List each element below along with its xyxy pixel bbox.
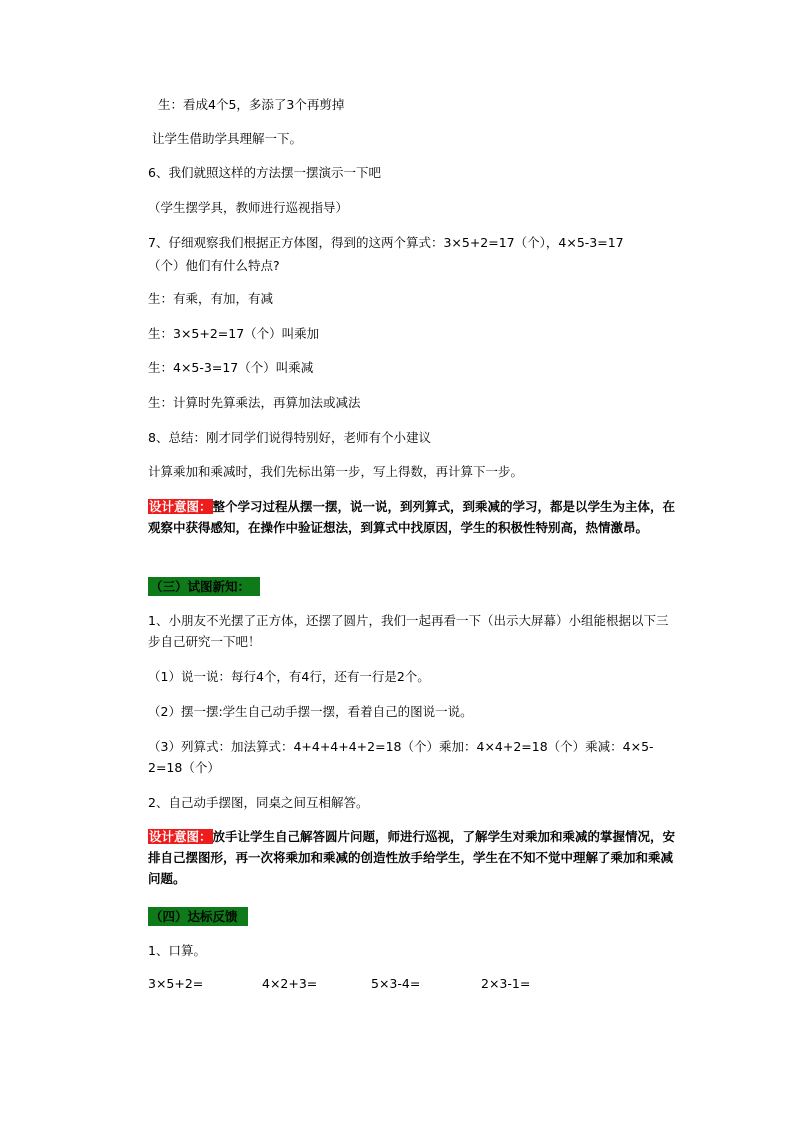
oral-calc-item: 3×5+2= [148, 976, 204, 991]
text-line: （学生摆学具，教师进行巡视指导） [148, 200, 349, 215]
text-line: 生：计算时先算乘法，再算加法或减法 [148, 395, 361, 410]
section-heading-3 [148, 576, 678, 597]
text-line: 7、仔细观察我们根据正方体图，得到的这两个算式：3×5+2=17（个），4×5-3=17 [148, 235, 624, 250]
text-line: 8、总结：刚才同学们说得特别好，老师有个小建议 [148, 430, 431, 445]
text-line: 生：3×5+2=17（个）叫乘加 [148, 326, 320, 341]
text-line: 生：看成4个5，多添了3个再剪掉 [158, 97, 345, 112]
section-heading-label: （三）试图新知： [148, 577, 260, 596]
design-intent-tag: 设计意图： [149, 829, 212, 844]
text-paragraph: （3）列算式：加法算式：4+4+4+4+2=18（个）乘加：4×4+2=18（个）乘减：4×5-2=18（个） [148, 739, 654, 775]
oral-calc-item: 5×3-4= [371, 976, 421, 991]
text-line: 6、我们就照这样的方法摆一摆演示一下吧 [148, 165, 381, 180]
section-heading-label: （四）达标反馈 [148, 907, 248, 926]
text-line: 生：4×5-3=17（个）叫乘减 [148, 360, 314, 375]
oral-calc-item: 2×3-1= [481, 976, 531, 991]
text-line: 2、自己动手摆图，同桌之间互相解答。 [148, 795, 369, 810]
design-intent-text: 放手让学生自己解答圆片问题，师进行巡视，了解学生对乘加和乘减的掌握情况，安排自己摆图形，再一次将乘加和乘减的创造性放手给学生，学生在不知不觉中理解了乘加和乘减问题。 [148, 829, 676, 886]
section-heading-4 [148, 906, 678, 927]
design-intent-2 [148, 826, 678, 889]
text-line: （2）摆一摆:学生自己动手摆一摆，看着自己的图说一说。 [148, 704, 473, 719]
text-line: 1、口算。 [148, 943, 206, 958]
text-line: 让学生借助学具理解一下。 [152, 131, 303, 146]
text-paragraph: 1、小朋友不光摆了正方体，还摆了圆片，我们一起再看一下（出示大屏幕）小组能根据以下三步自己研究一下吧！ [148, 613, 669, 649]
text-line: 计算乘加和乘减时，我们先标出第一步，写上得数，再计算下一步。 [148, 464, 524, 479]
design-intent-tag: 设计意图： [149, 499, 212, 514]
design-intent-text: 整个学习过程从摆一摆，说一说，到列算式，到乘减的学习，都是以学生为主体，在观察中获得感知，在操作中验证想法，到算式中找原因，学生的积极性特别高，热情激昂。 [148, 499, 676, 535]
oral-calc-item: 4×2+3= [262, 976, 318, 991]
text-line: 生：有乘，有加，有减 [148, 291, 274, 306]
text-line: （个）他们有什么特点? [148, 258, 280, 273]
text-line: （1）说一说：每行4个，有4行，还有一行是2个。 [148, 669, 430, 684]
design-intent-1 [148, 496, 678, 538]
